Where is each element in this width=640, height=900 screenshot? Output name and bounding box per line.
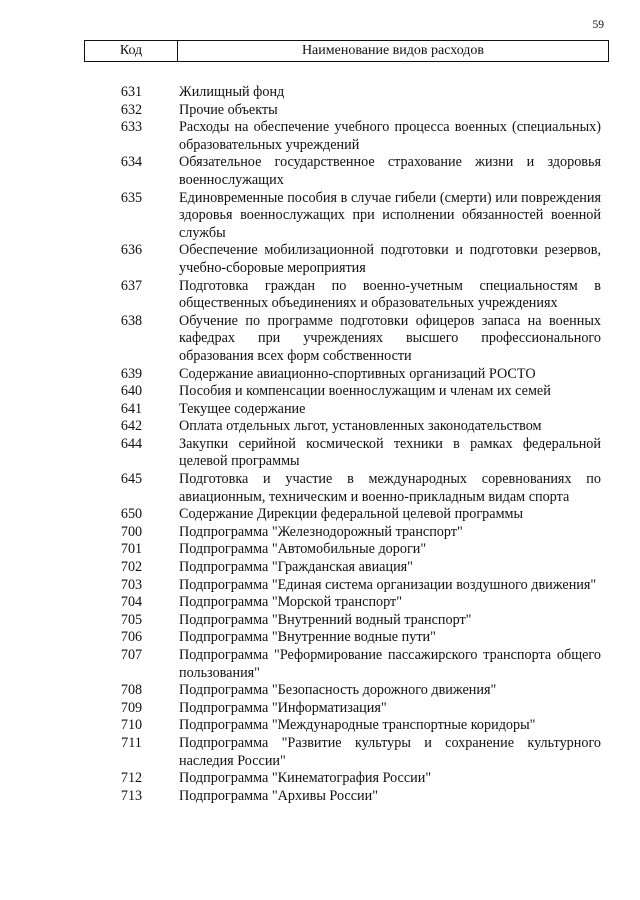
row-code: 706 xyxy=(120,629,143,646)
row-name: Расходы на обеспечение учебного процесса военных (специальных) образовательных учреждений xyxy=(179,119,601,153)
table-row xyxy=(84,471,609,506)
header-code: Код xyxy=(85,41,178,61)
table-row xyxy=(84,788,609,806)
table-header xyxy=(84,40,609,62)
table-row xyxy=(84,577,609,595)
row-name: Содержание Дирекции федеральной целевой программы xyxy=(179,506,524,523)
row-name: Подпрограмма "Единая система организации воздушного движения" xyxy=(179,576,597,593)
row-code: 708 xyxy=(120,682,143,699)
row-code: 634 xyxy=(120,154,143,171)
row-name: Подготовка граждан по военно-учетным специальностям в общественных объединениях и образовательных учреждениях xyxy=(179,277,601,312)
table-row xyxy=(84,559,609,577)
table-row xyxy=(84,278,609,313)
table-row xyxy=(84,682,609,700)
header-name: Наименование видов расходов xyxy=(301,43,485,58)
row-code: 633 xyxy=(120,119,143,136)
row-code: 707 xyxy=(120,647,143,663)
table-row xyxy=(84,190,609,243)
row-code: 712 xyxy=(120,770,143,787)
table-row xyxy=(84,735,609,770)
row-name: Подпрограмма "Морской транспорт" xyxy=(179,594,403,611)
table-row xyxy=(84,242,609,277)
row-code: 702 xyxy=(120,559,143,576)
table-row xyxy=(84,629,609,647)
page-number: 59 xyxy=(592,19,604,31)
row-code: 637 xyxy=(120,277,143,294)
row-code: 713 xyxy=(120,787,143,804)
row-code: 703 xyxy=(120,576,143,593)
table-row xyxy=(84,700,609,718)
row-name: Подпрограмма "Развитие культуры и сохранение культурного наследия России" xyxy=(179,734,601,769)
table-row xyxy=(84,102,609,120)
table-row xyxy=(84,647,609,682)
row-name: Текущее содержание xyxy=(179,400,306,417)
row-name: Обеспечение мобилизационной подготовки и подготовки резервов, учебно-сборовые мероприятия xyxy=(179,242,601,276)
table-row xyxy=(84,119,609,154)
row-code: 632 xyxy=(120,101,143,118)
row-code: 704 xyxy=(120,594,143,611)
row-name: Пособия и компенсации военнослужащим и членам их семей xyxy=(179,383,551,400)
row-name: Содержание авиационно-спортивных организаций РОСТО xyxy=(179,365,536,382)
table-row xyxy=(84,84,609,102)
table-row xyxy=(84,506,609,524)
table-row xyxy=(84,541,609,559)
row-name: Обязательное государственное страхование жизни и здоровья военнослужащих xyxy=(179,154,601,188)
row-code: 636 xyxy=(120,242,143,259)
row-name: Единовременные пособия в случае гибели (смерти) или повреждения здоровья военнослужащих при исполнении обязанностей военной службы xyxy=(179,189,601,241)
row-code: 641 xyxy=(120,400,143,417)
row-name: Подпрограмма "Внутренние водные пути" xyxy=(179,629,436,646)
row-name: Подпрограмма "Внутренний водный транспорт" xyxy=(179,611,472,628)
row-name: Оплата отдельных льгот, установленных законодательством xyxy=(179,418,542,435)
row-name: Подпрограмма "Международные транспортные коридоры" xyxy=(179,717,536,734)
row-code: 642 xyxy=(120,418,143,435)
table-row xyxy=(84,366,609,384)
row-code: 705 xyxy=(120,611,143,628)
row-name: Подготовка и участие в международных соревнованиях по авиационным, техническим и военно-прикладным видам спорта xyxy=(179,471,601,505)
row-name: Подпрограмма "Информатизация" xyxy=(179,699,387,716)
row-code: 635 xyxy=(120,189,143,206)
table-body xyxy=(84,84,609,805)
row-name: Жилищный фонд xyxy=(179,84,285,100)
row-code: 650 xyxy=(120,506,143,523)
row-name: Подпрограмма "Реформирование пассажирского транспорта общего пользования" xyxy=(179,647,601,681)
row-code: 701 xyxy=(120,541,143,558)
row-name: Подпрограмма "Кинематография России" xyxy=(179,770,432,787)
row-name: Прочие объекты xyxy=(179,101,278,118)
table-row xyxy=(84,154,609,189)
table-row xyxy=(84,313,609,366)
row-code: 638 xyxy=(120,312,143,329)
table-row xyxy=(84,524,609,542)
row-code: 644 xyxy=(120,435,143,452)
table-row xyxy=(84,383,609,401)
row-name: Подпрограмма "Архивы России" xyxy=(179,787,378,804)
row-code: 709 xyxy=(120,699,143,716)
row-name: Закупки серийной космической техники в рамках федеральной целевой программы xyxy=(179,435,601,470)
table-row xyxy=(84,612,609,630)
row-code: 640 xyxy=(120,383,143,400)
row-name: Подпрограмма "Гражданская авиация" xyxy=(179,559,413,576)
row-code: 645 xyxy=(120,471,143,488)
row-name: Подпрограмма "Железнодорожный транспорт" xyxy=(179,523,463,540)
row-code: 631 xyxy=(120,84,143,100)
table-row xyxy=(84,717,609,735)
row-code: 711 xyxy=(121,734,142,751)
table-row xyxy=(84,770,609,788)
row-code: 639 xyxy=(120,365,143,382)
table-row xyxy=(84,401,609,419)
row-name: Подпрограмма "Автомобильные дороги" xyxy=(179,541,427,558)
table-row xyxy=(84,418,609,436)
row-name: Обучение по программе подготовки офицеров запаса на военных кафедрах при учреждениях высшего профессионального образования всех форм собственности xyxy=(179,312,601,364)
row-code: 710 xyxy=(120,717,143,734)
row-code: 700 xyxy=(120,523,143,540)
row-name: Подпрограмма "Безопасность дорожного движения" xyxy=(179,682,497,699)
table-row xyxy=(84,436,609,471)
table-row xyxy=(84,594,609,612)
